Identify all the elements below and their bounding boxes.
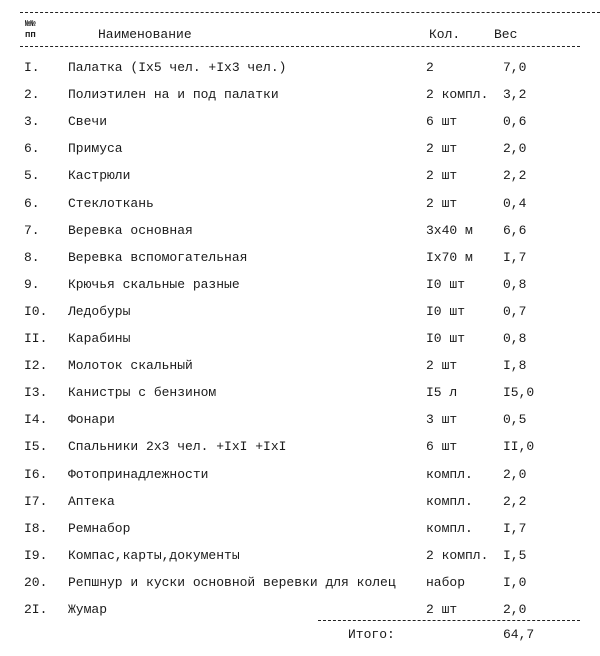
row-weight: 2,0 bbox=[503, 141, 527, 157]
table-row bbox=[0, 548, 600, 566]
row-number: I3. bbox=[24, 385, 48, 401]
row-name: Полиэтилен на и под палатки bbox=[68, 87, 279, 103]
row-weight: I5,0 bbox=[503, 385, 535, 401]
top-dashed-rule bbox=[20, 12, 600, 13]
row-weight: 2,2 bbox=[503, 168, 527, 184]
row-number: 20. bbox=[24, 574, 48, 590]
row-number: I6. bbox=[24, 466, 48, 482]
row-name: Карабины bbox=[68, 331, 131, 346]
row-weight: 0,8 bbox=[503, 276, 527, 292]
row-number: 2I. bbox=[24, 602, 48, 617]
row-weight: I,8 bbox=[503, 358, 527, 374]
table-row bbox=[0, 385, 600, 403]
row-name: Фотопринадлежности bbox=[68, 466, 209, 482]
row-name: Жумар bbox=[68, 602, 108, 617]
row-name: Фонари bbox=[68, 412, 115, 428]
row-name: Стеклоткань bbox=[68, 195, 154, 211]
row-number: 8. bbox=[24, 249, 40, 265]
row-name: Веревка основная bbox=[68, 222, 193, 238]
table-row bbox=[0, 223, 600, 241]
header-number-top: №№ bbox=[25, 19, 36, 29]
row-quantity: Iх70 м bbox=[426, 249, 473, 265]
row-quantity: компл. bbox=[426, 520, 473, 536]
row-weight: 2,0 bbox=[503, 602, 527, 617]
row-quantity: I0 шт bbox=[426, 303, 466, 319]
row-weight: I,0 bbox=[503, 574, 527, 590]
row-quantity: компл. bbox=[426, 466, 473, 482]
row-quantity: 2 шт bbox=[426, 602, 458, 617]
row-number: II. bbox=[24, 331, 48, 346]
row-quantity: 2 компл. bbox=[426, 547, 489, 563]
row-number: 2. bbox=[24, 87, 40, 103]
total-label: Итого: bbox=[348, 627, 395, 642]
row-weight: 2,2 bbox=[503, 493, 527, 509]
row-number: I7. bbox=[24, 493, 48, 509]
row-quantity: 2 шт bbox=[426, 168, 458, 184]
row-weight: 0,4 bbox=[503, 195, 527, 211]
row-quantity: 2 компл. bbox=[426, 87, 489, 103]
row-number: 6. bbox=[24, 195, 40, 211]
header-number-bottom: пп bbox=[25, 30, 36, 40]
row-weight: 0,6 bbox=[503, 114, 527, 130]
row-name: Молоток скальный bbox=[68, 358, 193, 374]
table-row bbox=[0, 196, 600, 214]
header-name: Наименование bbox=[98, 27, 192, 42]
row-quantity: I5 л bbox=[426, 385, 458, 401]
table-row bbox=[0, 304, 600, 322]
row-number: I0. bbox=[24, 303, 48, 319]
row-quantity: 2 шт bbox=[426, 195, 458, 211]
header-weight: Вес bbox=[494, 27, 518, 42]
row-name: Крючья скальные разные bbox=[68, 276, 240, 292]
row-quantity: 6 шт bbox=[426, 114, 458, 130]
row-number: 5. bbox=[24, 168, 40, 184]
row-weight: 0,8 bbox=[503, 331, 527, 346]
row-name: Компас,карты,документы bbox=[68, 547, 240, 563]
row-quantity: 2 bbox=[426, 60, 434, 75]
row-name: Аптека bbox=[68, 493, 115, 509]
total-value: 64,7 bbox=[503, 627, 535, 642]
row-number: I. bbox=[24, 60, 40, 75]
row-quantity: 3 шт bbox=[426, 412, 458, 428]
table-row bbox=[0, 141, 600, 159]
row-quantity: 6 шт bbox=[426, 439, 458, 455]
row-weight: 2,0 bbox=[503, 466, 527, 482]
row-quantity: I0 шт bbox=[426, 331, 466, 346]
row-quantity: набор bbox=[426, 574, 466, 590]
table-row bbox=[0, 87, 600, 105]
table-row bbox=[0, 467, 600, 485]
table-row bbox=[0, 439, 600, 457]
row-name: Веревка вспомогательная bbox=[68, 249, 248, 265]
table-row bbox=[0, 331, 600, 349]
row-name: Репшнур и куски основной веревки для колец bbox=[68, 574, 396, 590]
row-name: Спальники 2х3 чел. +IхI +IхI bbox=[68, 439, 287, 455]
row-weight: 3,2 bbox=[503, 87, 527, 103]
row-quantity: 2 шт bbox=[426, 141, 458, 157]
row-weight: II,0 bbox=[503, 439, 535, 455]
table-row bbox=[0, 494, 600, 512]
header-number bbox=[25, 19, 36, 41]
table-row bbox=[0, 250, 600, 268]
row-name: Ремнабор bbox=[68, 520, 131, 536]
row-weight: 7,0 bbox=[503, 60, 527, 75]
table-row bbox=[0, 114, 600, 132]
row-quantity: 2 шт bbox=[426, 358, 458, 374]
header-quantity: Кол. bbox=[429, 27, 461, 42]
row-number: 3. bbox=[24, 114, 40, 130]
row-weight: I,7 bbox=[503, 249, 527, 265]
row-weight: I,7 bbox=[503, 520, 527, 536]
row-quantity: 3х40 м bbox=[426, 222, 473, 238]
row-number: I8. bbox=[24, 520, 48, 536]
row-number: 6. bbox=[24, 141, 40, 157]
row-quantity: I0 шт bbox=[426, 276, 466, 292]
row-name: Ледобуры bbox=[68, 303, 131, 319]
table-row bbox=[0, 277, 600, 295]
table-row bbox=[0, 168, 600, 186]
table-row bbox=[0, 412, 600, 430]
table-row bbox=[0, 60, 600, 78]
table-row bbox=[0, 521, 600, 539]
header-dashed-rule bbox=[20, 46, 580, 47]
row-weight: 0,5 bbox=[503, 412, 527, 428]
table-row bbox=[0, 358, 600, 376]
row-quantity: компл. bbox=[426, 493, 473, 509]
row-weight: 6,6 bbox=[503, 222, 527, 238]
row-number: I5. bbox=[24, 439, 48, 455]
row-name: Канистры с бензином bbox=[68, 385, 217, 401]
row-number: 7. bbox=[24, 222, 40, 238]
table-row bbox=[0, 602, 600, 620]
row-name: Кастрюли bbox=[68, 168, 131, 184]
row-name: Палатка (Iх5 чел. +Iх3 чел.) bbox=[68, 60, 287, 75]
row-name: Примуса bbox=[68, 141, 123, 157]
total-dashed-rule bbox=[318, 620, 580, 621]
row-number: I2. bbox=[24, 358, 48, 374]
row-number: I9. bbox=[24, 547, 48, 563]
row-weight: 0,7 bbox=[503, 303, 527, 319]
row-name: Свечи bbox=[68, 114, 108, 130]
row-number: I4. bbox=[24, 412, 48, 428]
table-row bbox=[0, 575, 600, 593]
row-weight: I,5 bbox=[503, 547, 527, 563]
row-number: 9. bbox=[24, 276, 40, 292]
